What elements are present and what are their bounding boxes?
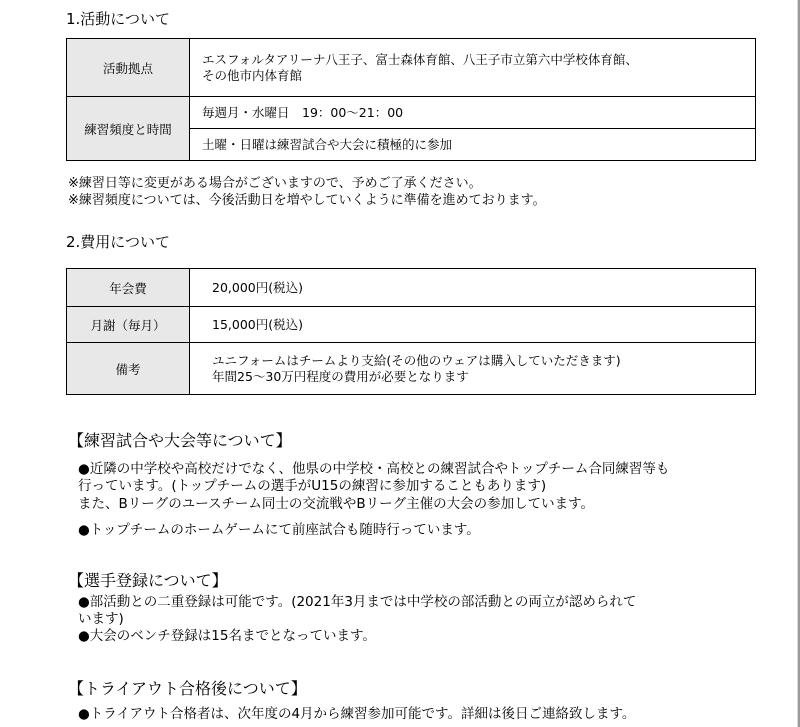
frequency-line-1: 毎週月・水曜日 19：00〜21：00 [190, 97, 756, 129]
annual-fee-value: 20,000円(税込) [190, 269, 756, 307]
table-row [67, 39, 756, 97]
row-label-monthly-fee: 月謝（毎月） [67, 307, 190, 343]
table-row [67, 307, 756, 343]
table-row [67, 97, 756, 129]
practice-games-line-4: ●トップチームのホームゲームにて前座試合も随時行っています。 [78, 522, 480, 538]
practice-games-line-2: 行っています。(トップチームの選手がU15の練習に参加することもあります) [78, 478, 547, 494]
registration-heading: 【選手登録について】 [68, 571, 228, 590]
venue-line-2: その他市内体育館 [202, 67, 303, 83]
practice-games-line-1: ●近隣の中学校や高校だけでなく、他県の中学校・高校との練習試合やトップチーム合同練習等も [78, 461, 670, 477]
frequency-line-2: 土曜・日曜は練習試合や大会に積極的に参加 [190, 129, 756, 161]
tryout-line-1: ●トライアウト合格者は、次年度の4月から練習参加可能です。詳細は後日ご連絡致します。 [78, 706, 636, 722]
window-edge-inner [797, 0, 798, 727]
table-row [67, 269, 756, 307]
registration-line-1: ●部活動との二重登録は可能です。(2021年3月までは中学校の部活動との両立が認められて [78, 594, 637, 610]
practice-games-line-3: また、Bリーグのユースチーム同士の交流戦やBリーグ主催の大会の参加しています。 [78, 496, 594, 512]
remarks-value [190, 343, 756, 395]
remarks-line-2: 年間25〜30万円程度の費用が必要となります [212, 368, 469, 384]
row-label-frequency: 練習頻度と時間 [67, 97, 190, 161]
row-label-remarks: 備考 [67, 343, 190, 395]
row-label-venue: 活動拠点 [67, 39, 190, 97]
remarks-line-1: ユニフォームはチームより支給(その他のウェアは購入していただきます) [212, 352, 621, 368]
monthly-fee-value: 15,000円(税込) [190, 307, 756, 343]
section2-title: 2.費用について [66, 233, 171, 251]
row-label-annual-fee: 年会費 [67, 269, 190, 307]
table-row [67, 343, 756, 395]
note-1: ※練習日等に変更がある場合がございますので、予めご了承ください。 [68, 176, 482, 191]
section1-title: 1.活動について [66, 10, 171, 28]
venue-line-1: エスフォルタアリーナ八王子、富士森体育館、八王子市立第六中学校体育館、 [202, 51, 638, 67]
activity-table [66, 38, 756, 161]
row-value-venue [190, 39, 756, 97]
fees-table [66, 268, 756, 395]
registration-line-2: います) [78, 611, 124, 627]
registration-line-3: ●大会のベンチ登録は15名までとなっています。 [78, 628, 376, 644]
tryout-heading: 【トライアウト合格後について】 [68, 679, 307, 698]
practice-games-heading: 【練習試合や大会等について】 [68, 431, 292, 450]
note-2: ※練習頻度については、今後活動日を増やしていくように準備を進めております。 [68, 193, 546, 208]
